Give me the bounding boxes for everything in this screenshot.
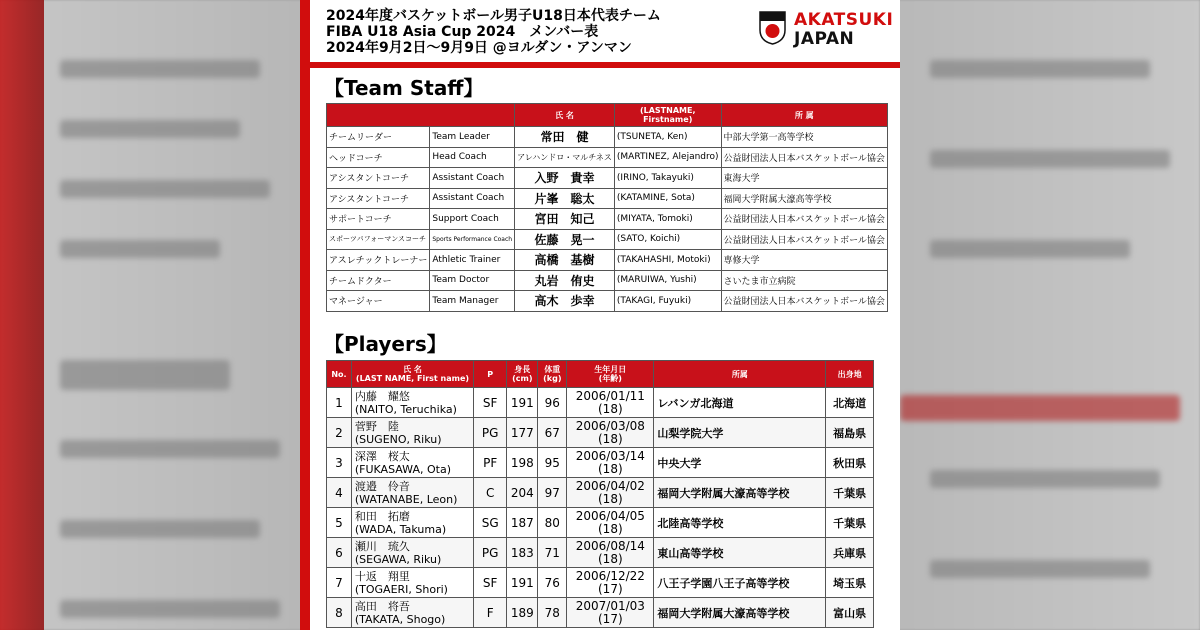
player-name-jp: 深澤 桜太 [354, 449, 410, 463]
player-number: 7 [327, 568, 352, 598]
staff-role-en: Assistant Coach [430, 168, 515, 189]
player-prefecture: 兵庫県 [826, 538, 874, 568]
player-name-en: (SUGENO, Riku) [354, 432, 442, 446]
staff-name-en: (TSUNETA, Ken) [614, 127, 721, 148]
document-red-edge [300, 0, 310, 630]
staff-role-jp: アシスタントコーチ [327, 188, 430, 209]
staff-affiliation: 中部大学第一高等学校 [721, 127, 887, 148]
player-number: 2 [327, 418, 352, 448]
staff-role-jp: ヘッドコーチ [327, 147, 430, 168]
player-dob [567, 418, 654, 448]
player-number: 6 [327, 538, 352, 568]
staff-role-en: Team Doctor [430, 270, 515, 291]
staff-header-affiliation: 所 属 [721, 104, 887, 127]
player-prefecture: 埼玉県 [826, 568, 874, 598]
player-name-en: (FUKASAWA, Ota) [354, 462, 451, 476]
players-table-header [327, 361, 874, 388]
staff-name-en: (TAKAGI, Fuyuki) [614, 291, 721, 312]
player-position: SG [474, 508, 507, 538]
player-name [351, 478, 473, 508]
staff-name-jp: 丸岩 侑史 [515, 270, 615, 291]
staff-name-jp: 高木 歩幸 [515, 291, 615, 312]
players-header-height-label: 身長 [514, 365, 531, 374]
player-name-en: (SEGAWA, Riku) [354, 552, 442, 566]
logo-brand-text: AKATSUKI [794, 10, 894, 30]
player-row [327, 478, 874, 508]
staff-row [327, 291, 888, 312]
player-position: SF [474, 388, 507, 418]
player-school: 北陸高等学校 [654, 508, 826, 538]
player-weight: 80 [538, 508, 567, 538]
blur-shape [900, 395, 1180, 421]
player-name-jp: 十返 翔里 [354, 569, 410, 583]
players-header-name-en: (LAST NAME, First name) [355, 374, 470, 383]
staff-row [327, 229, 888, 250]
staff-name-jp: 高橋 基樹 [515, 250, 615, 271]
staff-name-jp: 入野 貴幸 [515, 168, 615, 189]
player-name [351, 568, 473, 598]
staff-name-en: (MIYATA, Tomoki) [614, 209, 721, 230]
player-row [327, 538, 874, 568]
player-weight: 76 [538, 568, 567, 598]
player-birthdate: 2006/01/11 [575, 388, 645, 403]
player-birthdate: 2006/03/08 [575, 418, 645, 433]
player-row [327, 568, 874, 598]
staff-affiliation: 公益財団法人日本バスケットボール協会 [721, 209, 887, 230]
staff-name-jp: アレハンドロ・マルチネス [515, 147, 615, 168]
player-dob [567, 568, 654, 598]
staff-row [327, 127, 888, 148]
players-section-title: 【Players】 [324, 332, 447, 356]
staff-affiliation: 公益財団法人日本バスケットボール協会 [721, 229, 887, 250]
player-prefecture: 北海道 [826, 388, 874, 418]
staff-name-en: (MARUIWA, Yushi) [614, 270, 721, 291]
player-name-en: (TOGAERI, Shori) [354, 582, 448, 596]
header-line-2: FIBA U18 Asia Cup 2024 メンバー表 [326, 24, 599, 40]
player-school: 福岡大学附属大濠高等学校 [654, 478, 826, 508]
player-number: 4 [327, 478, 352, 508]
player-birthdate: 2006/04/05 [575, 508, 645, 523]
player-row [327, 598, 874, 628]
player-dob [567, 598, 654, 628]
player-weight: 71 [538, 538, 567, 568]
staff-row [327, 270, 888, 291]
players-header-age-label: (年齢) [598, 374, 622, 383]
player-height: 204 [507, 478, 538, 508]
player-name [351, 538, 473, 568]
staff-role-jp: マネージャー [327, 291, 430, 312]
blur-shape [60, 600, 280, 618]
players-header-height-unit: (cm) [512, 374, 533, 383]
staff-row [327, 188, 888, 209]
player-dob [567, 478, 654, 508]
staff-affiliation: 公益財団法人日本バスケットボール協会 [721, 147, 887, 168]
player-age: (18) [598, 401, 623, 416]
logo-country-text: JAPAN [794, 29, 855, 49]
staff-role-jp: アシスタントコーチ [327, 168, 430, 189]
blur-shape [930, 60, 1150, 78]
staff-row [327, 168, 888, 189]
staff-role-en: Team Leader [430, 127, 515, 148]
staff-role-jp: チームドクター [327, 270, 430, 291]
player-row [327, 388, 874, 418]
player-weight: 95 [538, 448, 567, 478]
player-prefecture: 秋田県 [826, 448, 874, 478]
staff-role-en: Support Coach [430, 209, 515, 230]
player-height: 189 [507, 598, 538, 628]
players-table [326, 360, 874, 628]
staff-role-jp: スポーツパフォーマンスコーチ [327, 229, 430, 250]
player-school: 東山高等学校 [654, 538, 826, 568]
player-height: 177 [507, 418, 538, 448]
players-header-dob [567, 361, 654, 388]
blur-shape [60, 60, 260, 78]
player-age: (18) [598, 491, 623, 506]
players-header-weight-label: 体重 [544, 365, 561, 374]
player-height: 198 [507, 448, 538, 478]
staff-row [327, 147, 888, 168]
players-header-pos: P [474, 361, 507, 388]
player-number: 1 [327, 388, 352, 418]
document-header [326, 8, 661, 56]
staff-role-jp: アスレチックトレーナー [327, 250, 430, 271]
header-divider [310, 62, 900, 68]
player-name [351, 418, 473, 448]
staff-section-title: 【Team Staff】 [324, 76, 484, 100]
staff-role-en: Sports Performance Coach [430, 229, 515, 250]
player-birthdate: 2006/04/02 [575, 478, 645, 493]
player-height: 191 [507, 568, 538, 598]
player-name-en: (TAKATA, Shogo) [354, 612, 446, 626]
player-prefecture: 福島県 [826, 418, 874, 448]
player-number: 5 [327, 508, 352, 538]
player-dob [567, 538, 654, 568]
player-name-en: (WATANABE, Leon) [354, 492, 458, 506]
japan-basketball-badge-icon [758, 10, 787, 45]
player-height: 183 [507, 538, 538, 568]
player-prefecture: 千葉県 [826, 508, 874, 538]
player-age: (18) [598, 551, 623, 566]
staff-role-en: Team Manager [430, 291, 515, 312]
player-name [351, 448, 473, 478]
player-name-jp: 内藤 耀悠 [354, 389, 410, 403]
blur-shape [930, 240, 1130, 258]
player-birthdate: 2006/08/14 [575, 538, 645, 553]
staff-header-name-en: (LASTNAME, Firstname) [614, 104, 721, 127]
player-school: 山梨学院大学 [654, 418, 826, 448]
player-dob [567, 448, 654, 478]
staff-name-jp: 片峯 聡太 [515, 188, 615, 209]
staff-name-jp: 常田 健 [515, 127, 615, 148]
staff-name-en: (SATO, Koichi) [614, 229, 721, 250]
blur-shape [930, 150, 1170, 168]
player-school: 八王子学園八王子高等学校 [654, 568, 826, 598]
player-position: F [474, 598, 507, 628]
staff-row [327, 209, 888, 230]
header-line-1: 2024年度バスケットボール男子U18日本代表チーム [326, 8, 661, 24]
player-school: 中央大学 [654, 448, 826, 478]
player-row [327, 418, 874, 448]
player-name-en: (NAITO, Teruchika) [354, 402, 457, 416]
akatsuki-japan-logo [758, 10, 898, 50]
player-name-jp: 瀬川 琉久 [354, 539, 410, 553]
player-row [327, 508, 874, 538]
blur-shape [60, 520, 260, 538]
player-number: 3 [327, 448, 352, 478]
staff-role-en: Head Coach [430, 147, 515, 168]
player-age: (18) [598, 461, 623, 476]
player-weight: 96 [538, 388, 567, 418]
player-number: 8 [327, 598, 352, 628]
player-name [351, 598, 473, 628]
staff-role-en: Athletic Trainer [430, 250, 515, 271]
players-header-no: No. [327, 361, 352, 388]
blur-shape [60, 440, 280, 458]
blur-shape [60, 240, 220, 258]
staff-affiliation: 公益財団法人日本バスケットボール協会 [721, 291, 887, 312]
player-dob [567, 388, 654, 418]
blur-shape [930, 560, 1150, 578]
player-birthdate: 2007/01/03 [575, 598, 645, 613]
player-weight: 67 [538, 418, 567, 448]
player-prefecture: 千葉県 [826, 478, 874, 508]
player-position: PG [474, 538, 507, 568]
staff-role-jp: チームリーダー [327, 127, 430, 148]
player-age: (17) [598, 581, 623, 596]
player-name [351, 388, 473, 418]
players-header-weight-unit: (kg) [543, 374, 562, 383]
player-height: 187 [507, 508, 538, 538]
blur-shape [60, 360, 230, 390]
staff-table-header [327, 104, 888, 127]
player-prefecture: 富山県 [826, 598, 874, 628]
players-header-name-jp: 氏 名 [403, 365, 422, 374]
player-dob [567, 508, 654, 538]
player-position: C [474, 478, 507, 508]
player-name-jp: 渡邉 伶音 [354, 479, 410, 493]
staff-table [326, 103, 888, 312]
staff-name-jp: 佐藤 晃一 [515, 229, 615, 250]
player-school: 福岡大学附属大濠高等学校 [654, 598, 826, 628]
player-school: レバンガ北海道 [654, 388, 826, 418]
player-birthdate: 2006/12/22 [575, 568, 645, 583]
player-weight: 78 [538, 598, 567, 628]
staff-role-en: Assistant Coach [430, 188, 515, 209]
blur-shape [930, 470, 1160, 488]
header-line-3: 2024年9月2日～9月9日 @ヨルダン・アンマン [326, 40, 632, 56]
blur-shape [60, 120, 240, 138]
player-age: (18) [598, 521, 623, 536]
player-position: PG [474, 418, 507, 448]
player-row [327, 448, 874, 478]
roster-document [300, 0, 900, 630]
staff-affiliation: さいたま市立病院 [721, 270, 887, 291]
players-header-weight [538, 361, 567, 388]
player-name-jp: 和田 拓磨 [354, 509, 410, 523]
staff-header-name-jp: 氏 名 [515, 104, 615, 127]
staff-name-en: (MARTINEZ, Alejandro) [614, 147, 721, 168]
player-name-jp: 高田 将吾 [354, 599, 410, 613]
player-weight: 97 [538, 478, 567, 508]
players-header-height [507, 361, 538, 388]
staff-row [327, 250, 888, 271]
staff-name-en: (IRINO, Takayuki) [614, 168, 721, 189]
staff-affiliation: 専修大学 [721, 250, 887, 271]
staff-name-jp: 宮田 知己 [515, 209, 615, 230]
players-header-dob-label: 生年月日 [594, 365, 627, 374]
players-header-name [351, 361, 473, 388]
player-name-jp: 菅野 陸 [354, 419, 399, 433]
player-birthdate: 2006/03/14 [575, 448, 645, 463]
player-age: (18) [598, 431, 623, 446]
player-position: SF [474, 568, 507, 598]
players-header-pref: 出身地 [826, 361, 874, 388]
staff-header-role [327, 104, 515, 127]
staff-affiliation: 福岡大学附属大濠高等学校 [721, 188, 887, 209]
player-name [351, 508, 473, 538]
players-header-school: 所属 [654, 361, 826, 388]
staff-role-jp: サポートコーチ [327, 209, 430, 230]
player-position: PF [474, 448, 507, 478]
staff-name-en: (TAKAHASHI, Motoki) [614, 250, 721, 271]
player-name-en: (WADA, Takuma) [354, 522, 447, 536]
player-age: (17) [598, 611, 623, 626]
player-height: 191 [507, 388, 538, 418]
staff-name-en: (KATAMINE, Sota) [614, 188, 721, 209]
staff-affiliation: 東海大学 [721, 168, 887, 189]
blur-shape [60, 180, 270, 198]
background-red-band [0, 0, 44, 630]
